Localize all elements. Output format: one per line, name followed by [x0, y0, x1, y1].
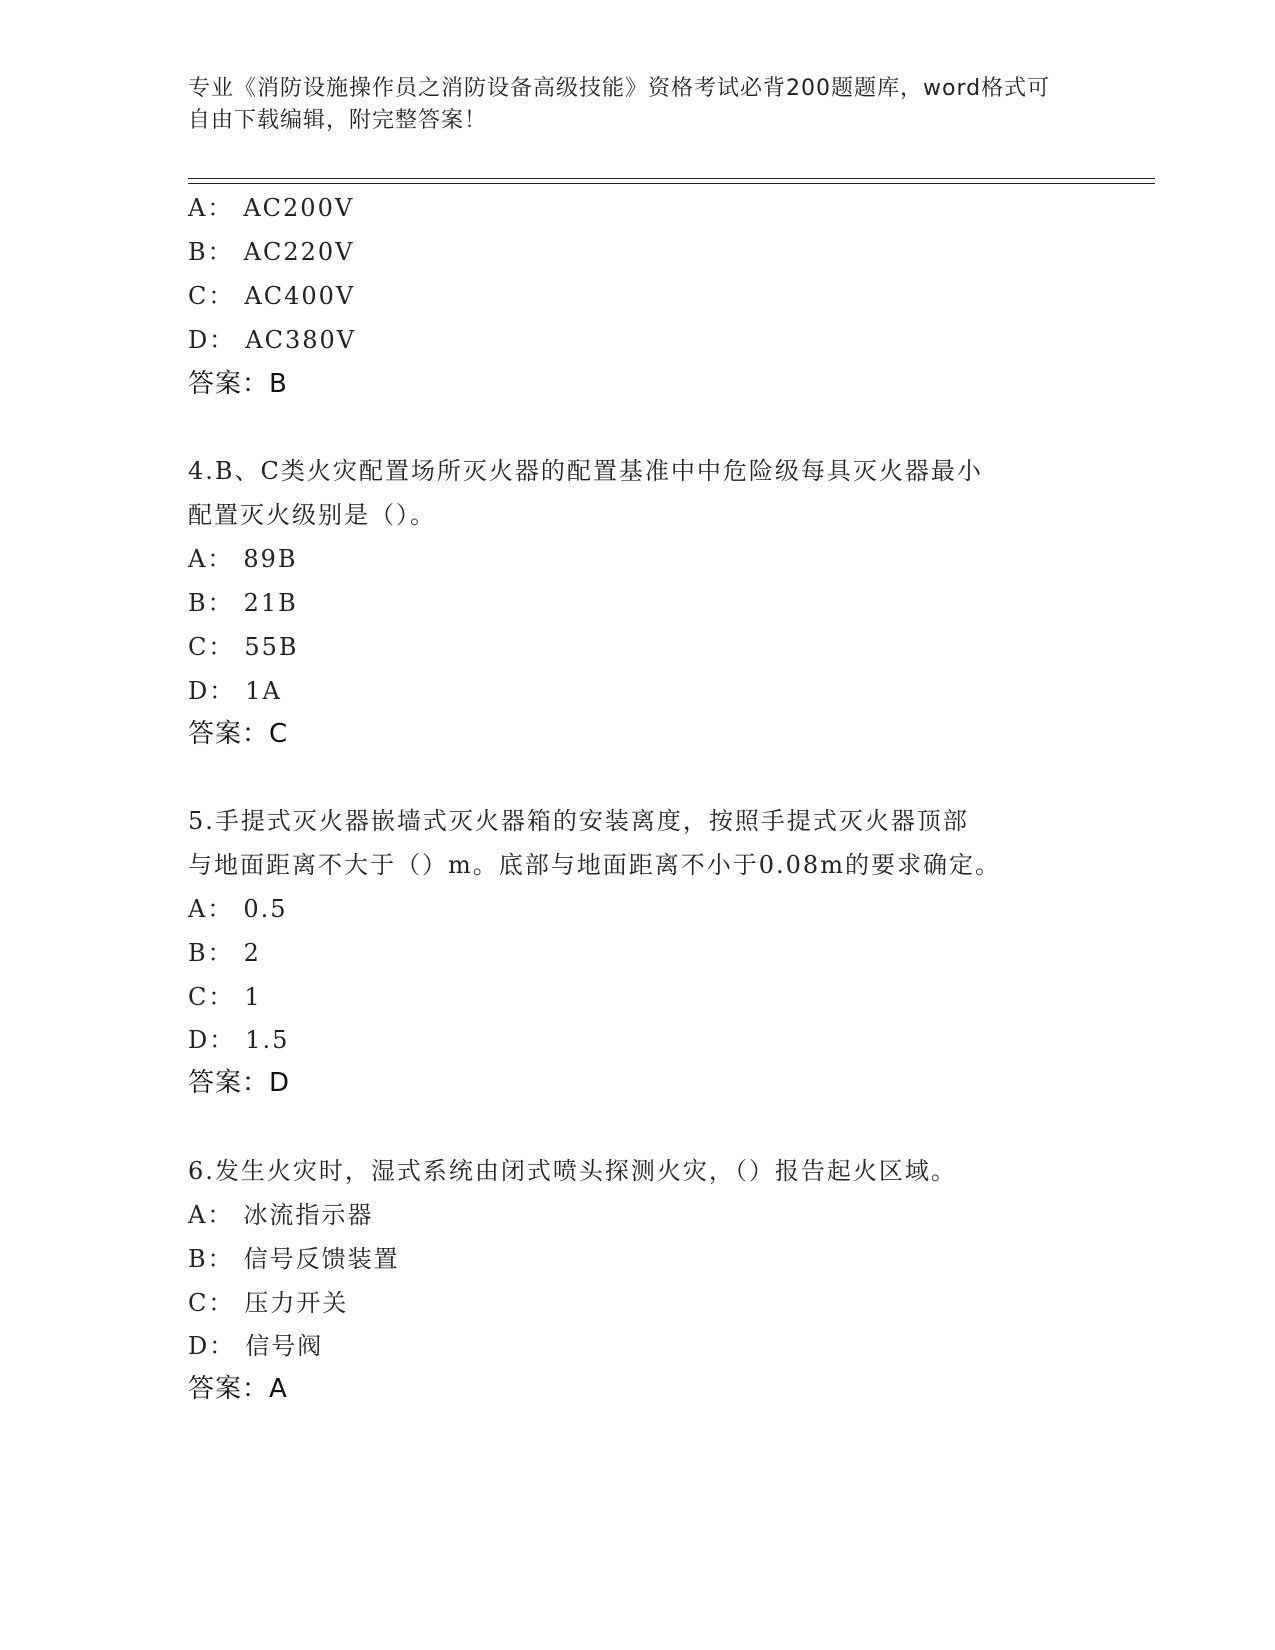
q6-option-c: C： 压力开关 — [188, 1289, 349, 1317]
q6-option-b: B： 信号反馈装置 — [188, 1245, 400, 1273]
header-divider-bottom — [188, 183, 1155, 184]
q5-question-line2: 与地面距离不大于（）m。底部与地面距离不小于0.08m的要求确定。 — [188, 851, 1001, 879]
q5-option-c: C： 1 — [188, 983, 262, 1011]
q6-option-d: D： 信号阀 — [188, 1332, 324, 1360]
q5-option-d: D： 1.5 — [188, 1026, 290, 1054]
q3-option-a: A： AC200V — [188, 194, 355, 222]
q5-option-a: A： 0.5 — [188, 895, 288, 923]
q6-question-line1: 6.发生火灾时，湿式系统由闭式喷头探测火灾，（）报告起火区域。 — [188, 1157, 957, 1185]
q5-answer: 答案：D — [188, 1068, 291, 1098]
q6-option-a: A： 冰流指示器 — [188, 1201, 374, 1229]
q6-answer: 答案：A — [188, 1374, 288, 1404]
q4-option-b: B： 21B — [188, 589, 298, 617]
q4-option-d: D： 1A — [188, 677, 282, 705]
q4-option-a: A： 89B — [188, 545, 298, 573]
q4-option-c: C： 55B — [188, 633, 299, 661]
q5-question-line1: 5.手提式灭火器嵌墙式灭火器箱的安装离度，按照手提式灭火器顶部 — [188, 807, 969, 835]
q5-option-b: B： 2 — [188, 939, 261, 967]
q4-question-line2: 配置灭火级别是（）。 — [188, 501, 436, 529]
header-divider-top — [188, 178, 1155, 179]
q3-option-d: D： AC380V — [188, 326, 357, 354]
q4-answer: 答案：C — [188, 719, 289, 749]
q3-option-c: C： AC400V — [188, 282, 356, 310]
q3-option-b: B： AC220V — [188, 238, 355, 266]
q4-question-line1: 4.B、C类火灾配置场所灭火器的配置基准中中危险级每具灭火器最小 — [188, 457, 983, 485]
document-header: 专业《消防设施操作员之消防设备高级技能》资格考试必背200题题库，word格式可自由下载编辑，附完整答案！ — [188, 76, 1051, 133]
q3-answer: 答案：B — [188, 369, 288, 399]
